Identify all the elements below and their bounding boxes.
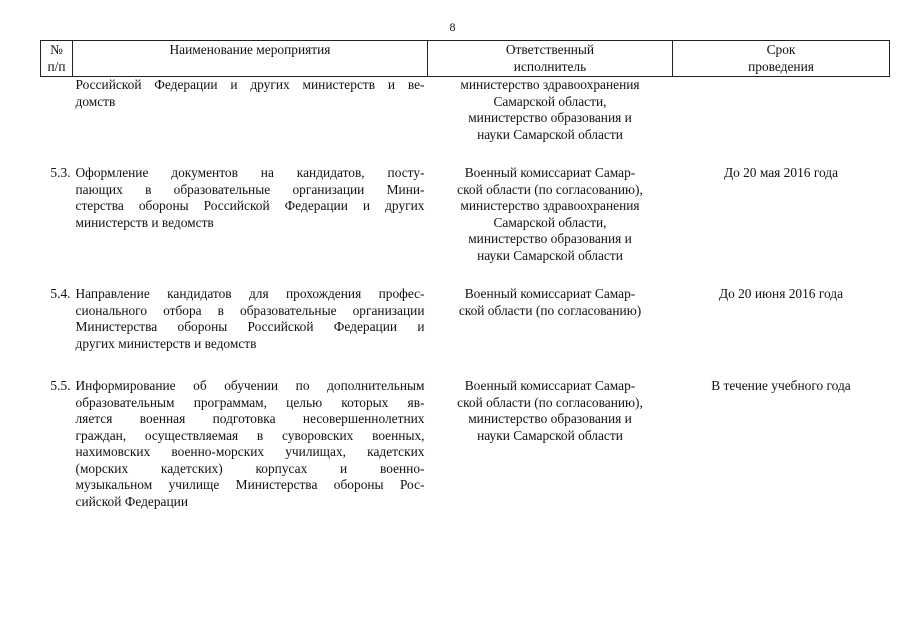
event-name-line: сионального отбора в образовательные организации bbox=[75, 302, 425, 318]
row-responsible bbox=[428, 378, 673, 510]
event-name-line: Информирование об обучении по дополнительным bbox=[75, 378, 425, 393]
responsible-line: науки Самарской области bbox=[477, 247, 623, 263]
header-deadline-line: Срок bbox=[766, 42, 796, 57]
row-number: 5.4. bbox=[50, 286, 71, 301]
responsible-line: науки Самарской области bbox=[477, 126, 623, 142]
responsible-line: Военный комиссариат Самар- bbox=[464, 378, 636, 393]
row-spacer bbox=[41, 264, 890, 286]
responsible-line: науки Самарской области bbox=[477, 427, 623, 443]
row-deadline bbox=[673, 77, 890, 144]
row-responsible bbox=[428, 77, 673, 144]
event-name-line: (морских кадетских) корпусах и военно- bbox=[75, 460, 425, 476]
header-number-line: п/п bbox=[47, 58, 66, 74]
event-name-line: министерств и ведомств bbox=[75, 214, 214, 230]
event-name-line: граждан, осуществляемая в суворовских военных, bbox=[75, 427, 425, 443]
responsible-line: министерство образования и bbox=[468, 110, 632, 125]
header-responsible bbox=[428, 41, 673, 77]
row-responsible bbox=[428, 286, 673, 352]
row-event-name bbox=[73, 165, 428, 264]
events-table bbox=[40, 40, 890, 510]
row-responsible bbox=[428, 165, 673, 264]
responsible-line: ской области (по согласованию) bbox=[458, 302, 642, 318]
page-number: 8 bbox=[449, 20, 456, 34]
event-name-line: Направление кандидатов для прохождения профес- bbox=[75, 286, 425, 301]
row-deadline: До 20 мая 2016 года bbox=[723, 165, 839, 180]
table-header-row bbox=[41, 41, 890, 77]
row-number bbox=[41, 77, 73, 144]
row-deadline: В течение учебного года bbox=[711, 378, 851, 393]
row-spacer bbox=[41, 352, 890, 378]
event-name-line: сийской Федерации bbox=[75, 493, 188, 509]
responsible-line: Военный комиссариат Самар- bbox=[464, 286, 636, 301]
row-deadline: До 20 июня 2016 года bbox=[718, 286, 844, 301]
event-name-line: пающих в образовательные организации Мини- bbox=[75, 181, 425, 197]
row-event-name bbox=[73, 378, 428, 510]
responsible-line: министерство образования и bbox=[468, 231, 632, 246]
event-name-line: музыкальном училище Министерства обороны Рос- bbox=[75, 477, 425, 492]
header-responsible-line: исполнитель bbox=[513, 58, 587, 74]
header-event-name-line: Наименование мероприятия bbox=[169, 42, 331, 57]
event-name-line: Оформление документов на кандидатов, посту- bbox=[75, 165, 425, 180]
header-deadline-line: проведения bbox=[748, 58, 814, 74]
row-number: 5.5. bbox=[50, 378, 71, 393]
event-name-line: Российской Федерации и других министерств и ве- bbox=[75, 77, 425, 92]
header-event-name bbox=[73, 41, 428, 77]
responsible-line: министерство здравоохранения bbox=[460, 77, 640, 92]
event-name-line: образовательным программам, целью которых яв- bbox=[75, 394, 425, 410]
table-row bbox=[41, 378, 890, 510]
header-responsible-line: Ответственный bbox=[505, 42, 595, 57]
responsible-line: министерство здравоохранения bbox=[460, 198, 640, 213]
header-deadline bbox=[673, 41, 890, 77]
row-spacer bbox=[41, 143, 890, 165]
event-name-line: домств bbox=[75, 93, 116, 109]
event-name-line: нахимовских военно-морских училищах, кадетских bbox=[75, 444, 425, 459]
responsible-line: ской области (по согласованию), bbox=[457, 181, 643, 197]
row-event-name bbox=[73, 77, 428, 144]
event-name-line: Министерства обороны Российской Федерации и bbox=[75, 319, 425, 334]
header-number-line: № bbox=[50, 42, 63, 57]
table-row-continuation bbox=[41, 77, 890, 144]
event-name-line: ляется военная подготовка несовершеннолетних bbox=[75, 411, 425, 426]
row-number: 5.3. bbox=[50, 165, 71, 180]
header-number bbox=[41, 41, 73, 77]
responsible-line: Самарской области, bbox=[493, 93, 607, 109]
table-row bbox=[41, 286, 890, 352]
responsible-line: Военный комиссариат Самар- bbox=[464, 165, 636, 180]
event-name-line: других министерств и ведомств bbox=[75, 335, 257, 351]
table-row bbox=[41, 165, 890, 264]
responsible-line: министерство образования и bbox=[468, 411, 632, 426]
responsible-line: Самарской области, bbox=[493, 214, 607, 230]
row-event-name bbox=[73, 286, 428, 352]
responsible-line: ской области (по согласованию), bbox=[457, 394, 643, 410]
event-name-line: стерства обороны Российской Федерации и других bbox=[75, 198, 425, 213]
